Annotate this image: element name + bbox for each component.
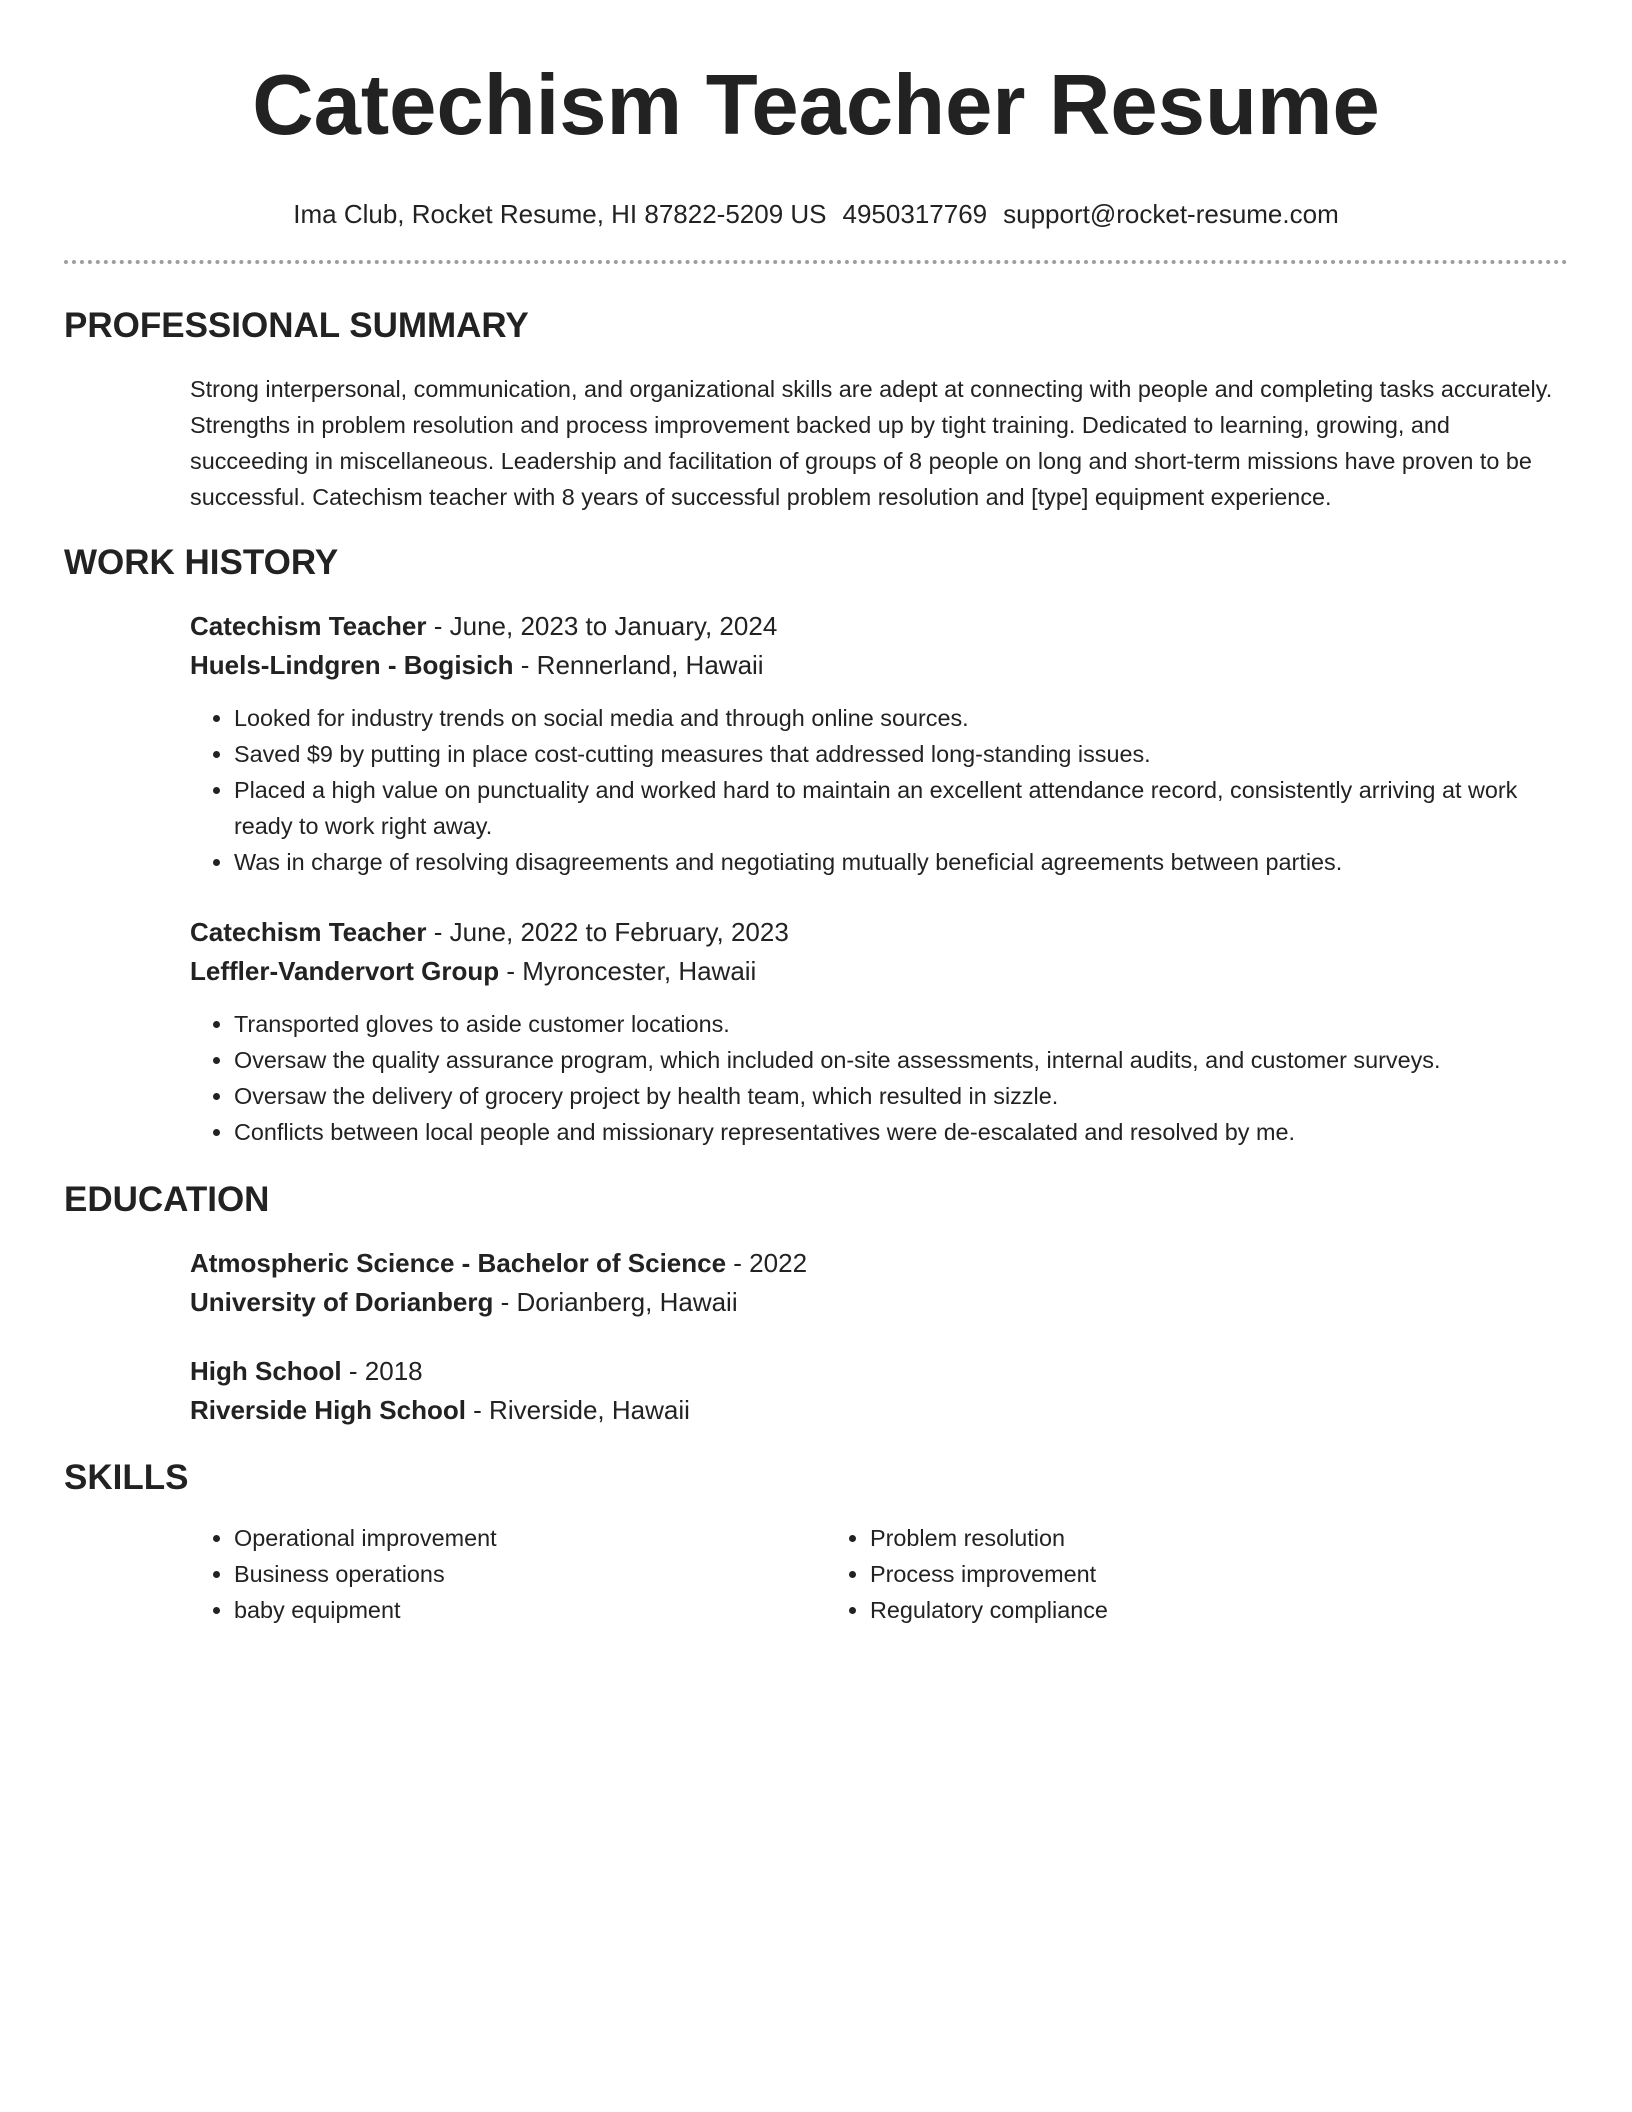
job-title-line [190, 607, 1568, 646]
list-item: • Process improvement [870, 1556, 1108, 1592]
education-year: - 2022 [726, 1248, 808, 1278]
section-title-work: WORK HISTORY [64, 543, 339, 582]
education-school: University of Dorianberg [190, 1287, 494, 1317]
list-item: • Was in charge of resolving disagreements and negotiating mutually beneficial agreements between parties. [234, 844, 1568, 880]
list-item: • Business operations [234, 1556, 826, 1592]
job-bullets [190, 1006, 1568, 1150]
skills-list [190, 1520, 1568, 1628]
list-item: • baby equipment [234, 1592, 826, 1628]
job-bullets [190, 700, 1568, 880]
education-degree: High School [190, 1356, 342, 1386]
education-degree-line [190, 1244, 1568, 1283]
education-location: - Dorianberg, Hawaii [493, 1287, 738, 1317]
education-school: Riverside High School [190, 1395, 466, 1425]
section-title-summary: PROFESSIONAL SUMMARY [64, 306, 529, 345]
job-company-line [190, 646, 1568, 685]
education-entry [190, 1244, 1568, 1322]
list-item: • Operational improvement [234, 1520, 826, 1556]
section-title-skills: SKILLS [64, 1458, 189, 1497]
job-location: - Rennerland, Hawaii [513, 650, 764, 680]
job-dates: - June, 2022 to February, 2023 [426, 917, 789, 947]
job-location: - Myroncester, Hawaii [499, 956, 757, 986]
contact-info [64, 198, 1568, 230]
list-item: • Oversaw the delivery of grocery project by health team, which resulted in sizzle. [234, 1078, 1568, 1114]
list-item: • Problem resolution [870, 1520, 1108, 1556]
list-item: • Regulatory compliance [870, 1592, 1108, 1628]
job-dates: - June, 2023 to January, 2024 [426, 611, 778, 641]
education-school-line [190, 1391, 1568, 1430]
job-title-line [190, 913, 1568, 952]
skills-column-left [190, 1520, 826, 1628]
list-item: • Transported gloves to aside customer locations. [234, 1006, 1568, 1042]
contact-address: Ima Club, Rocket Resume, HI 87822-5209 US [293, 199, 827, 229]
education-location: - Riverside, Hawaii [465, 1395, 690, 1425]
resume-title: Catechism Teacher Resume [252, 58, 1380, 153]
section-title-education: EDUCATION [64, 1180, 270, 1219]
education-entry [190, 1352, 1568, 1430]
education-degree: Atmospheric Science - Bachelor of Science [190, 1248, 727, 1278]
education-school-line [190, 1283, 1568, 1322]
job-entry [190, 607, 1568, 880]
contact-phone: 4950317769 [842, 199, 988, 229]
job-company-line [190, 952, 1568, 991]
list-item: • Conflicts between local people and missionary representatives were de-escalated and resolved by me. [234, 1114, 1568, 1150]
skills-column-right [826, 1520, 1108, 1628]
list-item: • Oversaw the quality assurance program, which included on-site assessments, internal audits, and customer surveys. [234, 1042, 1568, 1078]
education-degree-line [190, 1352, 1568, 1391]
header-divider [64, 260, 1568, 264]
job-role: Catechism Teacher [190, 917, 427, 947]
job-company: Huels-Lindgren - Bogisich [190, 650, 514, 680]
job-role: Catechism Teacher [190, 611, 427, 641]
job-entry [190, 913, 1568, 1150]
job-company: Leffler-Vandervort Group [190, 956, 500, 986]
summary-text: Strong interpersonal, communication, and organizational skills are adept at connecting with people and completing tasks accurately. Strengths in problem resolution and process improvement backed up by tight training. Dedicated to learning, growing, and succeeding in miscellaneous. Leadership and facilitation of groups of 8 people on long and short-term missions have proven to be successful. Catechism teacher with 8 years of successful problem resolution and [type] equipment experience. [190, 376, 1553, 510]
list-item: • Saved $9 by putting in place cost-cutting measures that addressed long-standing issues. [234, 736, 1568, 772]
list-item: • Looked for industry trends on social media and through online sources. [234, 700, 1568, 736]
list-item: • Placed a high value on punctuality and worked hard to maintain an excellent attendance record, consistently arriving at work ready to work right away. [234, 772, 1568, 844]
education-year: - 2018 [341, 1356, 423, 1386]
contact-email: support@rocket-resume.com [1003, 199, 1339, 229]
